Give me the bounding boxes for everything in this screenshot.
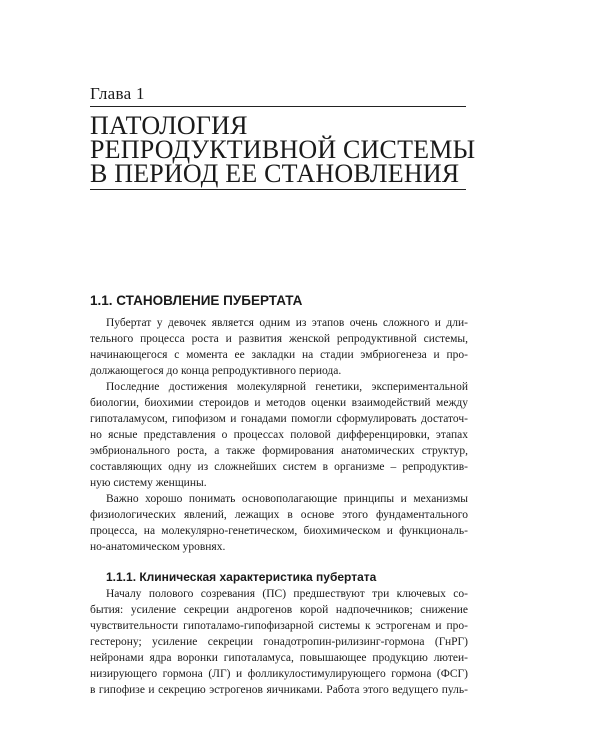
- paragraph-line: тельного процесса роста и развития женской репродуктивной системы,: [90, 333, 468, 345]
- paragraph-line: но-анатомическом уровнях.: [90, 541, 226, 553]
- chapter-label: Глава 1: [90, 84, 145, 103]
- chapter-title-line: В ПЕРИОД ЕЕ СТАНОВЛЕНИЯ: [90, 159, 460, 188]
- paragraph-line: эмбрионального роста, а также формирования анатомических структур,: [90, 445, 468, 457]
- paragraph-line: ную систему женщины.: [90, 477, 207, 489]
- paragraph-line: должающегося до конца репродуктивного периода.: [90, 365, 342, 377]
- paragraph-line: гипоталамусом, гипофизом и гонадами помогли сформулировать достаточ-: [90, 413, 468, 425]
- paragraph-line: в гипофизе и секрецию эстрогенов яичниками. Работа этого ведущего пуль-: [90, 684, 468, 696]
- chapter-title: [90, 111, 510, 188]
- paragraph-line: процесса, на молекулярно-генетическом, биохимическом и функциональ-: [90, 525, 468, 537]
- chapter-top-rule: [90, 106, 466, 107]
- paragraph: [90, 586, 468, 698]
- paragraph-line: низирующего гормона (ЛГ) и фолликулостимулирующего гормона (ФСГ): [90, 668, 468, 680]
- chapter-bottom-rule: [90, 189, 466, 190]
- paragraph: [90, 491, 468, 555]
- paragraph-line: нейронами ядра воронки гипоталамуса, повышающее продукцию лютеи-: [90, 652, 468, 664]
- chapter-title-line: ПАТОЛОГИЯ: [90, 111, 248, 140]
- section-heading: 1.1. СТАНОВЛЕНИЕ ПУБЕРТАТА: [90, 293, 303, 308]
- paragraph-line: биологии, биохимии стероидов и методов оценки взаимодействий между: [90, 397, 468, 409]
- paragraph-line: Важно хорошо понимать основополагающие принципы и механизмы: [106, 493, 468, 505]
- paragraph-line: Пубертат у девочек является одним из этапов очень сложного и дли-: [106, 317, 468, 329]
- paragraph-line: физиологических явлений, лежащих в основе этого фундаментального: [90, 509, 468, 521]
- paragraph-line: гестерону; усиление секреции гонадотропин-рилизинг-гормона (ГнРГ): [90, 636, 468, 648]
- paragraph: [90, 379, 468, 491]
- paragraph-line: но ясные представления о процессах половой дифференцировки, этапах: [90, 429, 468, 441]
- paragraph-line: начинающегося с момента ее закладки на стадии эмбриогенеза и про-: [90, 349, 468, 361]
- chapter-title-line: РЕПРОДУКТИВНОЙ СИСТЕМЫ: [90, 135, 476, 164]
- paragraph: [90, 315, 468, 379]
- paragraph-line: Началу полового созревания (ПС) предшествуют три ключевых со-: [106, 588, 468, 600]
- paragraph-line: Последние достижения молекулярной генетики, экспериментальной: [106, 381, 468, 393]
- paragraph-line: бытия: усиление секреции андрогенов корой надпочечников; снижение: [90, 604, 468, 616]
- paragraph-line: составляющих одну из сложнейших систем в организме – репродуктив-: [90, 461, 468, 473]
- subsection-heading: 1.1.1. Клиническая характеристика пубертата: [106, 570, 377, 584]
- paragraph-line: чувствительности гипоталамо-гипофизарной системы к эстрогенам и про-: [90, 620, 468, 632]
